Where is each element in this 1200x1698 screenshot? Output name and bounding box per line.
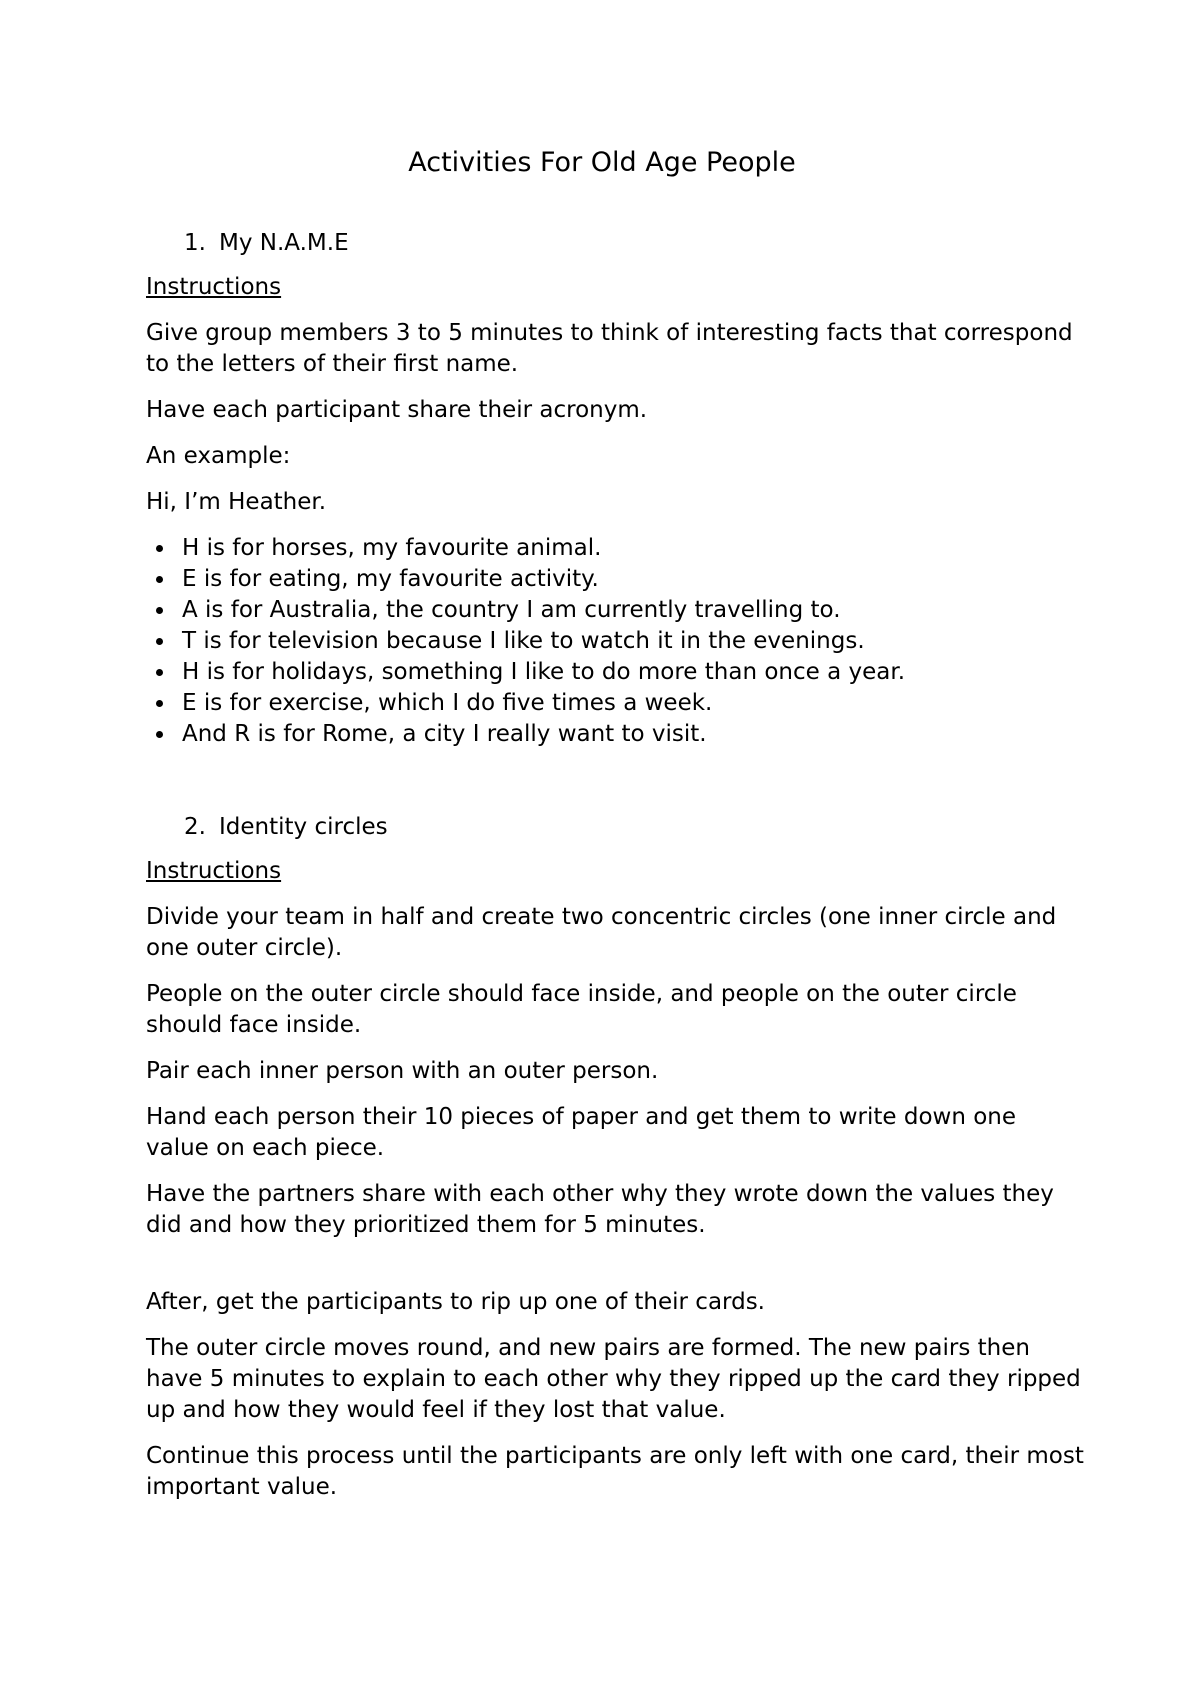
bullet-icon <box>156 607 163 614</box>
list-item <box>146 626 1086 657</box>
paragraph-gap <box>146 1256 1086 1287</box>
section-2-paragraph: People on the outer circle should face inside, and people on the outer circle should face inside. <box>146 981 1017 1038</box>
bullet-icon <box>156 669 163 676</box>
section-1-paragraph: Have each participant share their acronym. <box>146 397 648 423</box>
section-2-paragraph: Hand each person their 10 pieces of paper and get them to write down one value on each piece. <box>146 1104 1017 1161</box>
list-item <box>146 657 1086 688</box>
list-item <box>146 533 1086 564</box>
list-item <box>146 564 1086 595</box>
section-2-paragraph: Pair each inner person with an outer person. <box>146 1058 659 1084</box>
section-2-paragraph: After, get the participants to rip up one of their cards. <box>146 1289 765 1315</box>
section-1-instructions-label: Instructions <box>146 274 282 300</box>
section-2-paragraph: The outer circle moves round, and new pairs are formed. The new pairs then have 5 minutes to explain to each other why they ripped up the card they ripped up and how they would feel if they lost that value. <box>146 1335 1081 1423</box>
section-2-instructions-label: Instructions <box>146 858 282 884</box>
bullet-icon <box>156 700 163 707</box>
section-1-paragraph: An example: <box>146 443 291 469</box>
section-1-title: My N.A.M.E <box>219 230 349 256</box>
section-2-paragraph: Divide your team in half and create two concentric circles (one inner circle and one outer circle). <box>146 904 1057 961</box>
section-2-title: Identity circles <box>219 814 388 840</box>
bullet-icon <box>156 576 163 583</box>
list-item-text: And R is for Rome, a city I really want to visit. <box>182 721 707 747</box>
list-item-text: E is for exercise, which I do five times a week. <box>182 690 713 716</box>
section-gap <box>146 765 1086 812</box>
document-title: Activities For Old Age People <box>408 147 796 178</box>
bullet-icon <box>156 731 163 738</box>
section-1-paragraph: Give group members 3 to 5 minutes to think of interesting facts that correspond to the letters of their first name. <box>146 320 1073 377</box>
list-item-text: H is for horses, my favourite animal. <box>182 535 602 561</box>
list-item <box>146 719 1086 750</box>
bullet-icon <box>156 545 163 552</box>
list-item <box>146 595 1086 626</box>
section-2-heading <box>146 812 1086 843</box>
section-1-paragraph: Hi, I’m Heather. <box>146 489 327 515</box>
section-2-number: 2. <box>184 814 206 840</box>
example-bullet-list <box>146 533 1086 750</box>
list-item-text: H is for holidays, something I like to do more than once a year. <box>182 659 906 685</box>
list-item-text: T is for television because I like to watch it in the evenings. <box>182 628 865 654</box>
list-item-text: E is for eating, my favourite activity. <box>182 566 599 592</box>
section-1-number: 1. <box>184 230 206 256</box>
list-item <box>146 688 1086 719</box>
document-body <box>146 146 1086 1518</box>
section-2-paragraph: Have the partners share with each other why they wrote down the values they did and how they prioritized them for 5 minutes. <box>146 1181 1054 1238</box>
bullet-icon <box>156 638 163 645</box>
section-2-paragraph: Continue this process until the participants are only left with one card, their most important value. <box>146 1443 1084 1500</box>
list-item-text: A is for Australia, the country I am currently travelling to. <box>182 597 841 623</box>
section-1-heading <box>146 228 1086 259</box>
